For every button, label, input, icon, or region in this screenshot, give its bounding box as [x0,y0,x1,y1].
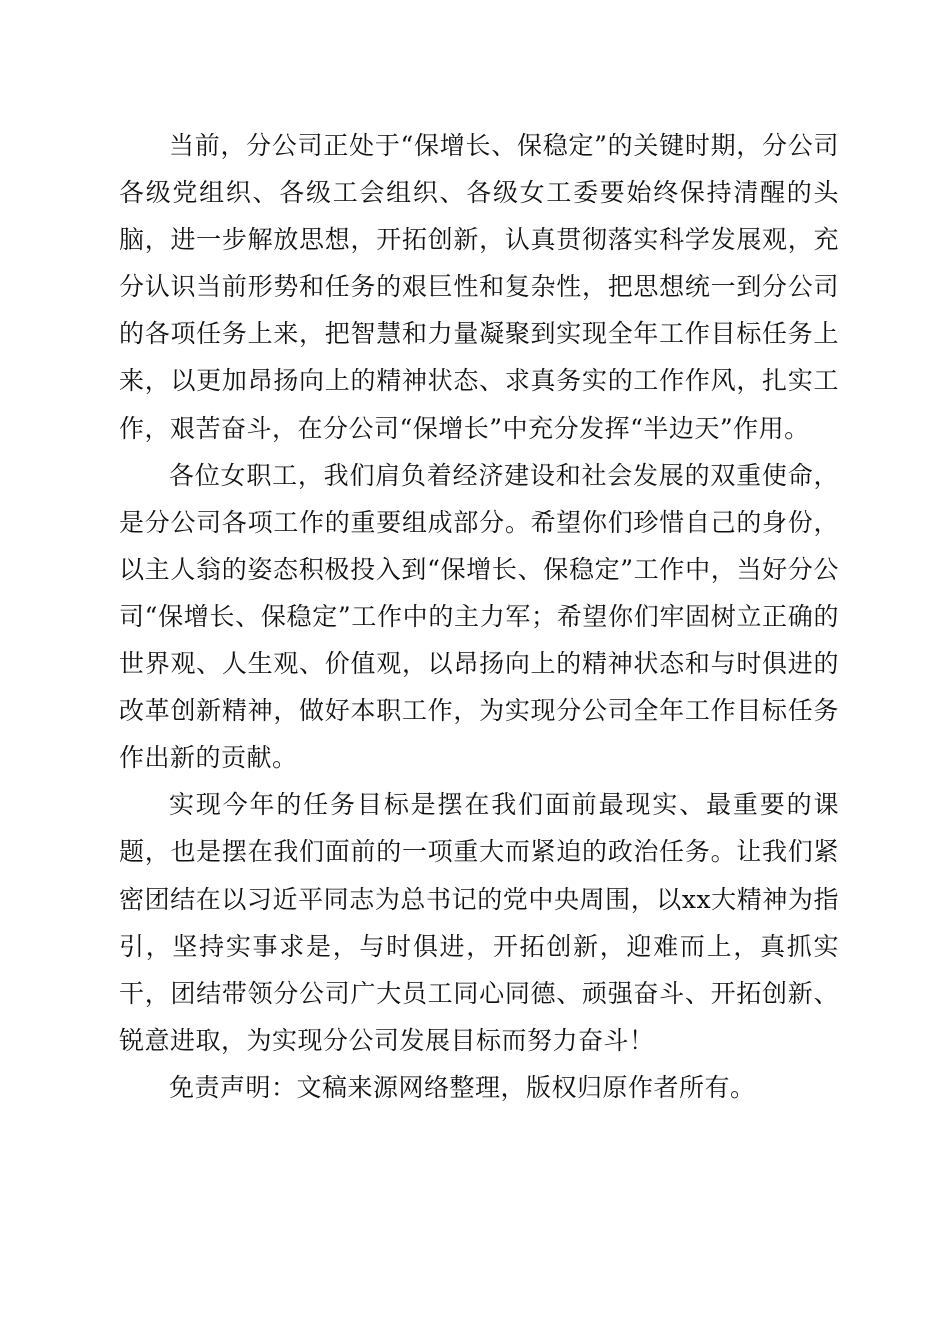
paragraph-2: 各位女职工，我们肩负着经济建设和社会发展的双重使命，是分公司各项工作的重要组成部分。希望你们珍惜自己的身份，以主人翁的姿态积极投入到“保增长、保稳定”工作中，当好分公司“保增长、保稳定”工作中的主力军；希望你们牢固树立正确的世界观、人生观、价值观，以昂扬向上的精神状态和与时俱进的改革创新精神，做好本职工作，为实现分公司全年工作目标任务作出新的贡献。 [119,460,839,773]
document-body [119,122,839,1111]
disclaimer-text: 免责声明：文稿来源网络整理，版权归原作者所有。 [169,1072,756,1102]
paragraph-1: 当前，分公司正处于“保增长、保稳定”的关键时期，分公司各级党组织、各级工会组织、各级女工委要始终保持清醒的头脑，进一步解放思想，开拓创新，认真贯彻落实科学发展观，充分认识当前形势和任务的艰巨性和复杂性，把思想统一到分公司的各项任务上来，把智慧和力量凝聚到实现全年工作目标任务上来，以更加昂扬向上的精神状态、求真务实的工作作风，扎实工作，艰苦奋斗，在分公司“保增长”中充分发挥“半边天”作用。 [119,131,839,443]
paragraph-3: 实现今年的任务目标是摆在我们面前最现实、最重要的课题，也是摆在我们面前的一项重大而紧迫的政治任务。让我们紧密团结在以习近平同志为总书记的党中央周围，以xx大精神为指引，坚持实事求是，与时俱进，开拓创新，迎难而上，真抓实干，团结带领分公司广大员工同心同德、顽强奋斗、开拓创新、锐意进取，为实现分公司发展目标而努力奋斗！ [119,790,839,1055]
